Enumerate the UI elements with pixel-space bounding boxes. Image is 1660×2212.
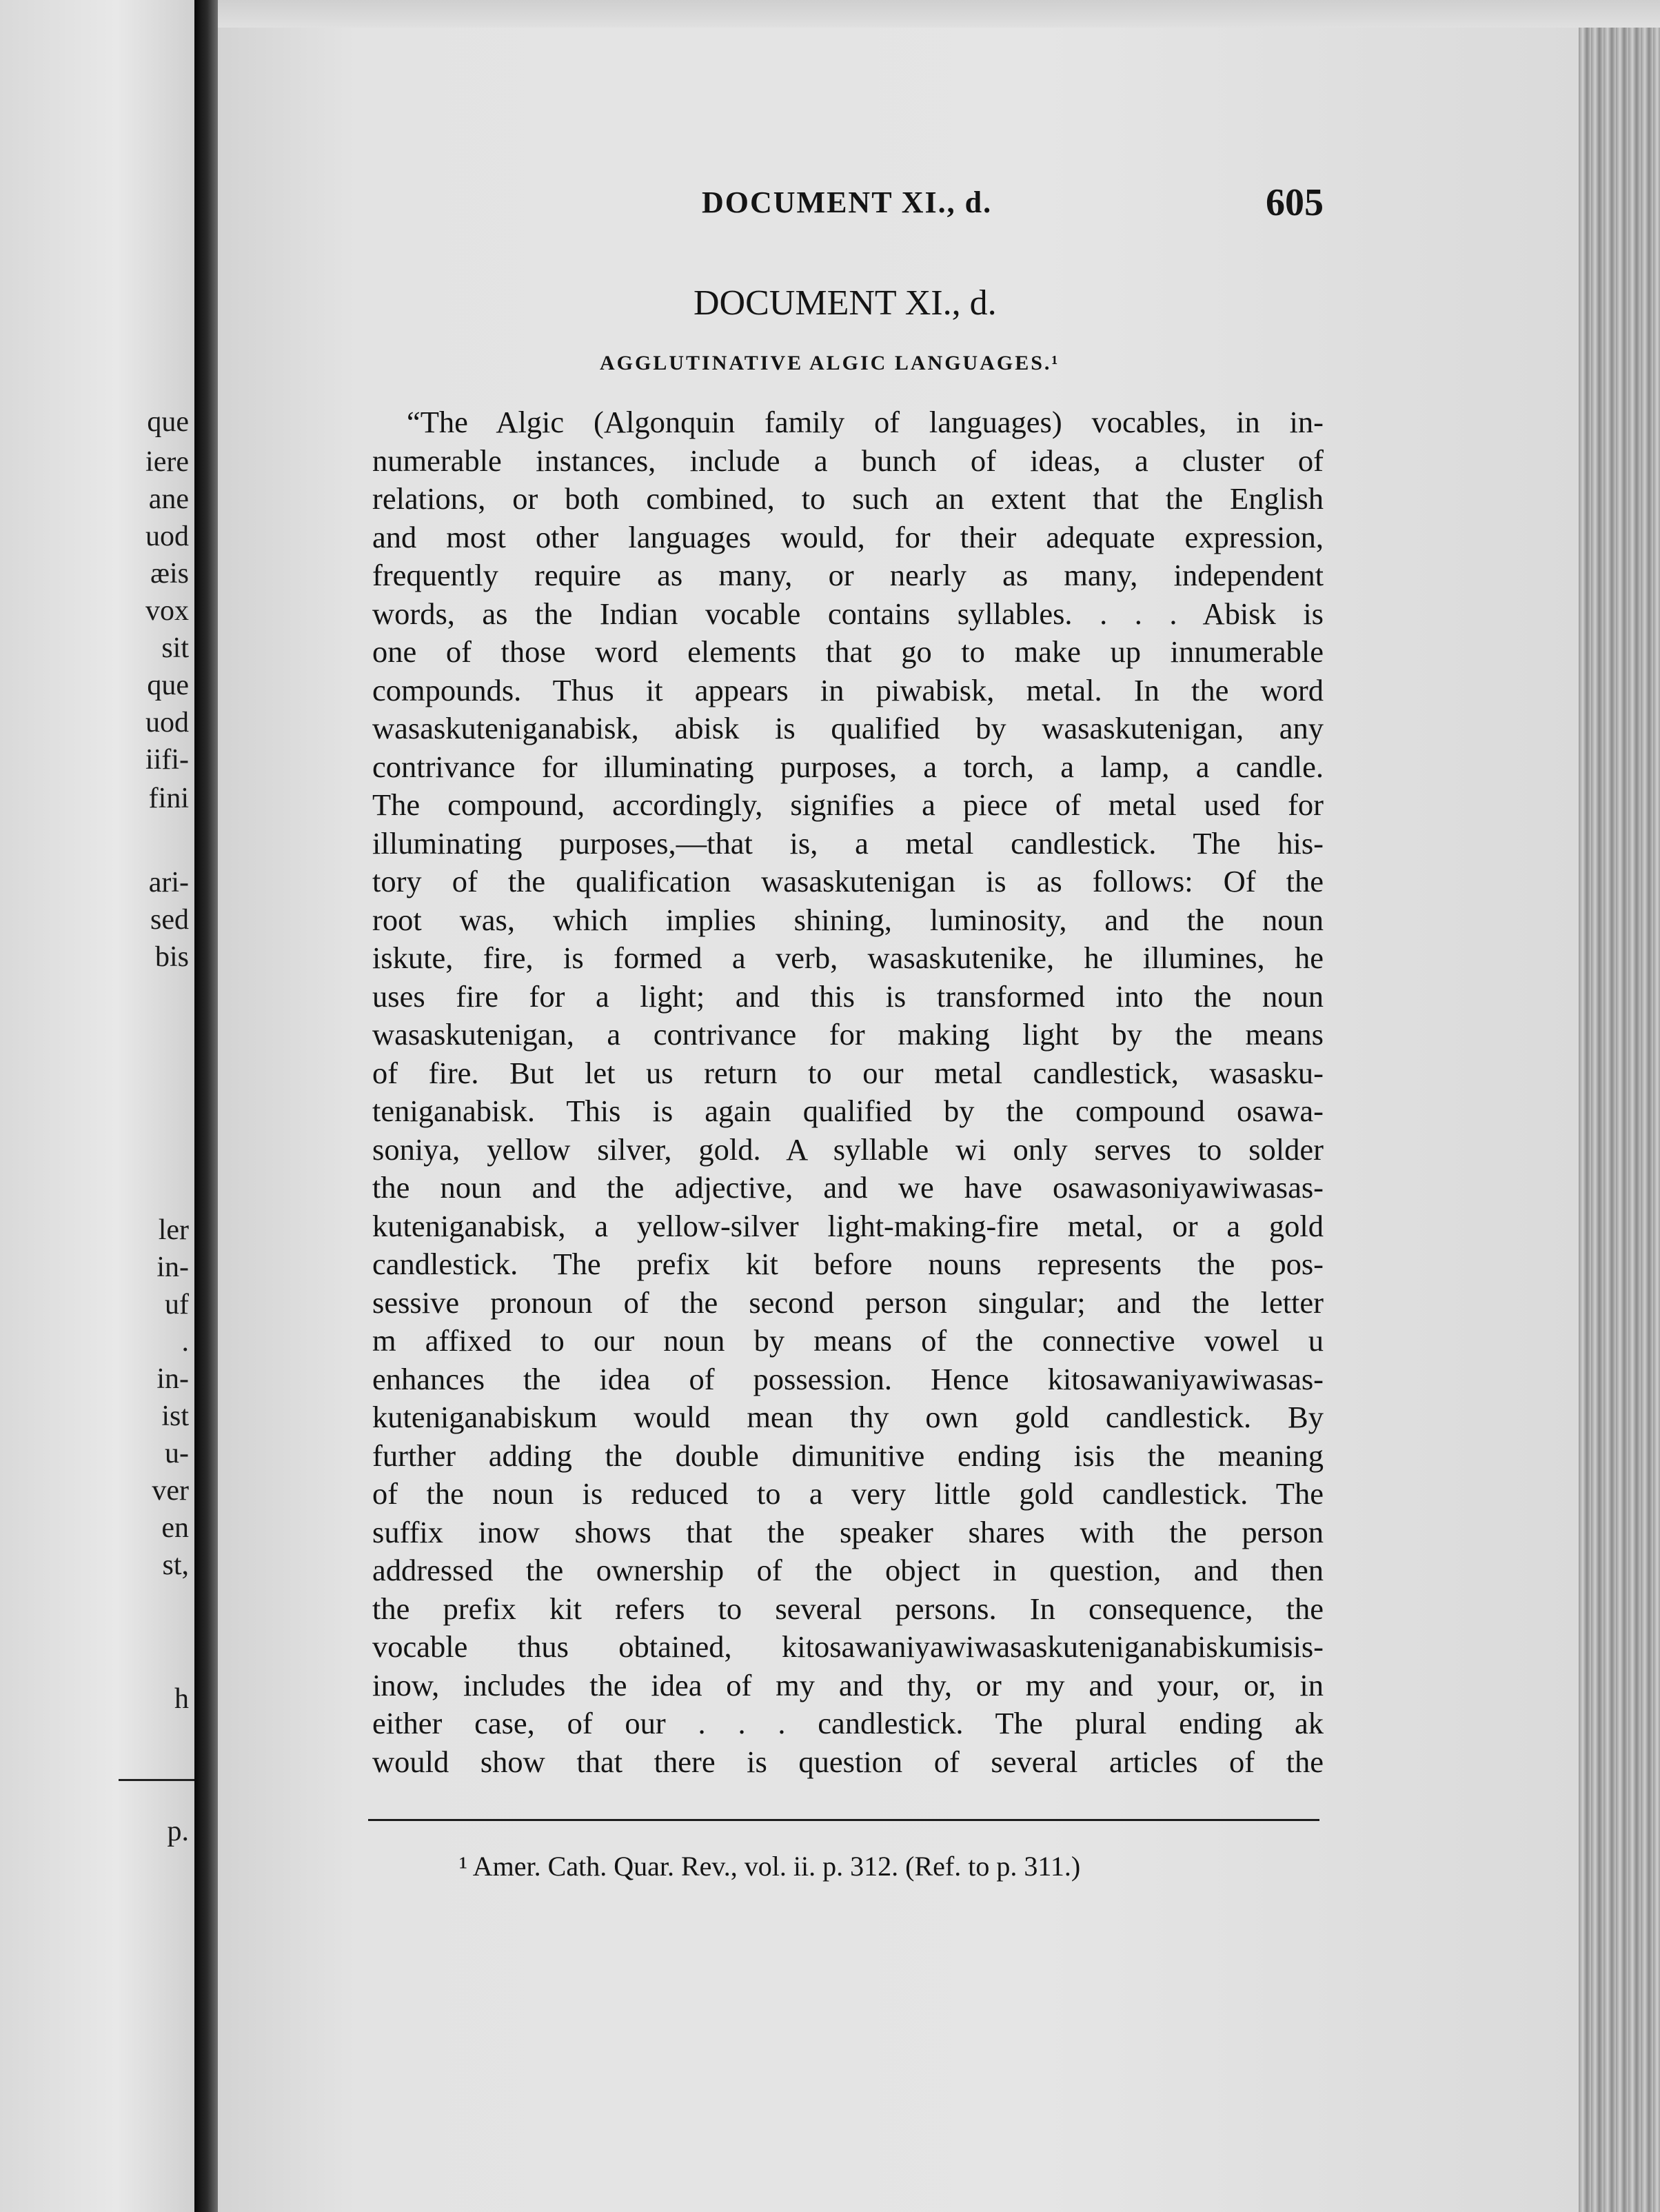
left-page-text-fragment: ane: [148, 483, 189, 515]
body-line: of fire. But let us return to our metal candlestick, wasasku-: [372, 1055, 1324, 1090]
left-page-text-fragment: bis: [154, 941, 189, 973]
left-page-text-fragment: p.: [167, 1816, 189, 1847]
document-title: DOCUMENT XI., d.: [694, 283, 997, 323]
left-page-fragment: [0, 0, 194, 2212]
body-line: wasaskutenigan, a contrivance for making light by the means: [372, 1017, 1324, 1052]
left-page-text-fragment: ist: [161, 1400, 189, 1432]
body-line: wasaskuteniganabisk, abisk is qualified by wasaskutenigan, any: [372, 711, 1324, 745]
left-page-text-fragment: uf: [165, 1289, 189, 1320]
left-page-text-fragment: in-: [156, 1251, 189, 1283]
body-line: addressed the ownership of the object in question, and then: [372, 1553, 1324, 1587]
body-line: “The Algic (Algonquin family of languages) vocables, in in-: [407, 405, 1324, 439]
body-line: root was, which implies shining, luminosity, and the noun: [372, 902, 1324, 937]
body-line: contrivance for illuminating purposes, a torch, a lamp, a candle.: [372, 749, 1324, 784]
page-number: 605: [1266, 181, 1324, 224]
body-line: would show that there is question of several articles of the: [372, 1744, 1324, 1779]
body-line: teniganabisk. This is again qualified by the compound osawa-: [372, 1094, 1324, 1128]
left-page-text-fragment: vox: [145, 595, 189, 627]
left-page-text-fragment: h: [174, 1683, 189, 1715]
left-page-text-fragment: que: [147, 406, 189, 438]
body-line: inow, includes the idea of my and thy, or my and your, or, in: [372, 1667, 1324, 1702]
left-page-text-fragment: in-: [156, 1363, 189, 1395]
left-page-text-fragment: iifi-: [145, 744, 189, 776]
left-page-text-fragment: sit: [161, 632, 189, 664]
body-text: [372, 403, 1324, 1781]
body-line: either case, of our . . . candlestick. The plural ending ak: [372, 1706, 1324, 1740]
page-top-shadow: [218, 0, 1660, 28]
footnote-rule: [368, 1819, 1319, 1821]
body-line: words, as the Indian vocable contains syllables. . . . Abisk is: [372, 596, 1324, 631]
body-line: frequently require as many, or nearly as many, independent: [372, 558, 1324, 592]
body-line: numerable instances, include a bunch of ideas, a cluster of: [372, 443, 1324, 478]
body-line: suffix inow shows that the speaker shares with the person: [372, 1514, 1324, 1549]
left-page-text-fragment: fini: [148, 783, 189, 814]
body-line: m affixed to our noun by means of the connective vowel u: [372, 1323, 1324, 1358]
left-page-text-fragment: ari-: [148, 867, 189, 898]
left-page-text-fragment: st,: [162, 1549, 189, 1581]
body-line: candlestick. The prefix kit before nouns represents the pos-: [372, 1247, 1324, 1281]
body-line: relations, or both combined, to such an extent that the English: [372, 481, 1324, 516]
section-title: AGGLUTINATIVE ALGIC LANGUAGES.¹: [600, 352, 1060, 374]
body-line: the prefix kit refers to several persons. In consequence, the: [372, 1591, 1324, 1626]
page-edge: [1579, 28, 1660, 2212]
running-head: DOCUMENT XI., d.: [702, 185, 993, 219]
body-line: illuminating purposes,—that is, a metal candlestick. The his-: [372, 825, 1324, 861]
left-page-text-fragment: ler: [158, 1214, 189, 1246]
left-page-text-fragment: uod: [145, 521, 189, 552]
footnote: ¹ Amer. Cath. Quar. Rev., vol. ii. p. 312. (Ref. to p. 311.): [459, 1851, 1081, 1882]
body-line: the noun and the adjective, and we have osawasoniyawiwasas-: [372, 1170, 1324, 1205]
left-page-text-fragment: u-: [165, 1438, 189, 1469]
body-line: enhances the idea of possession. Hence kitosawaniyawiwasas-: [372, 1361, 1324, 1396]
body-line: kuteniganabisk, a yellow-silver light-making-fire metal, or a gold: [372, 1208, 1324, 1243]
left-page-text-fragment: que: [147, 670, 189, 701]
body-line: one of those word elements that go to make up innumerable: [372, 634, 1324, 669]
body-line: tory of the qualification wasaskutenigan is as follows: Of the: [372, 864, 1324, 898]
body-line: iskute, fire, is formed a verb, wasaskutenike, he illumines, he: [372, 941, 1324, 975]
body-line: kuteniganabiskum would mean thy own gold candlestick. By: [372, 1400, 1324, 1434]
left-page-text-fragment: iere: [145, 446, 189, 478]
body-line: The compound, accordingly, signifies a piece of metal used for: [372, 787, 1324, 822]
left-page-text-fragment: ver: [152, 1475, 189, 1507]
book-gutter: [194, 0, 218, 2212]
body-line: soniya, yellow silver, gold. A syllable wi only serves to solder: [372, 1132, 1324, 1167]
body-line: vocable thus obtained, kitosawaniyawiwasaskuteniganabiskumisis-: [372, 1629, 1324, 1664]
body-line: sessive pronoun of the second person singular; and the letter: [372, 1285, 1324, 1320]
body-line: and most other languages would, for their adequate expression,: [372, 519, 1324, 554]
body-line: uses fire for a light; and this is transformed into the noun: [372, 978, 1324, 1014]
body-line: of the noun is reduced to a very little gold candlestick. The: [372, 1476, 1324, 1511]
left-page-text-fragment: en: [161, 1512, 189, 1544]
left-page-text-fragment: .: [181, 1326, 189, 1358]
left-page-text-fragment: uod: [145, 707, 189, 738]
left-page-footnote-rule: [119, 1779, 194, 1781]
left-page-text-fragment: æis: [150, 558, 189, 590]
body-line: compounds. Thus it appears in piwabisk, metal. In the word: [372, 672, 1324, 707]
left-page-text-fragment: sed: [150, 904, 189, 936]
body-line: further adding the double dimunitive ending isis the meaning: [372, 1438, 1324, 1473]
